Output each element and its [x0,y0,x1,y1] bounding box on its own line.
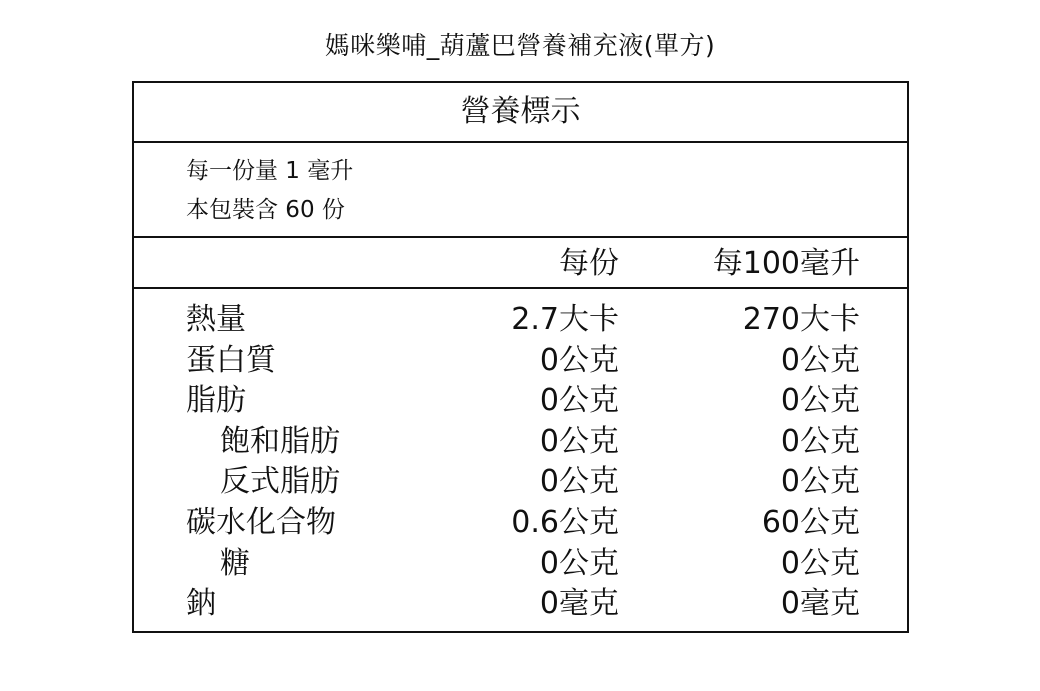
nutrient-list [134,289,907,622]
nutrient-name: 反式脂肪 [220,464,340,500]
nutrient-value-per-100ml: 0公克 [780,383,860,419]
nutrient-value-per-100ml: 0公克 [780,464,860,500]
nutrient-value-per-100ml: 0公克 [780,545,860,581]
nutrient-name: 碳水化合物 [186,504,336,540]
product-title: 媽咪樂哺_葫蘆巴營養補充液(單方) [324,31,716,60]
nutrient-value-per-100ml: 0毫克 [780,586,860,622]
nutrient-row [134,289,907,337]
nutrient-row [134,370,907,419]
nutrient-value-per-serving: 0.6公克 [511,504,619,540]
servings-per-package: 本包裝含 60 份 [186,197,345,223]
nutrient-value-per-100ml: 60公克 [761,504,860,540]
nutrient-value-per-100ml: 0公克 [780,423,860,459]
nutrient-name: 飽和脂肪 [220,423,340,459]
nutrient-value-per-serving: 0公克 [539,342,619,378]
nutrient-value-per-serving: 0公克 [539,464,619,500]
column-header-row [134,238,907,289]
nutrient-row [134,330,907,378]
nutrient-name: 熱量 [186,302,246,337]
nutrient-name: 鈉 [186,586,216,622]
nutrient-name: 蛋白質 [186,342,276,378]
column-header-per-serving: 每份 [559,246,619,281]
label-heading: 營養標示 [134,83,907,143]
nutrition-label [132,81,909,633]
nutrient-value-per-serving: 0公克 [539,383,619,419]
nutrient-value-per-100ml: 0公克 [780,342,860,378]
serving-size: 每一份量 1 毫升 [186,158,354,184]
nutrient-value-per-serving: 0毫克 [539,586,619,622]
nutrient-value-per-serving: 2.7大卡 [511,302,619,337]
serving-info [134,143,907,238]
nutrient-name: 糖 [220,545,250,581]
nutrient-row [134,411,907,459]
nutrient-value-per-serving: 0公克 [539,545,619,581]
nutrient-row [134,451,907,500]
column-header-per-100ml: 每100毫升 [712,246,860,281]
nutrient-name: 脂肪 [186,383,246,419]
nutrient-row [134,492,907,540]
nutrient-row [134,533,907,581]
nutrient-row [134,573,907,622]
nutrient-value-per-100ml: 270大卡 [742,302,860,337]
nutrient-value-per-serving: 0公克 [539,423,619,459]
